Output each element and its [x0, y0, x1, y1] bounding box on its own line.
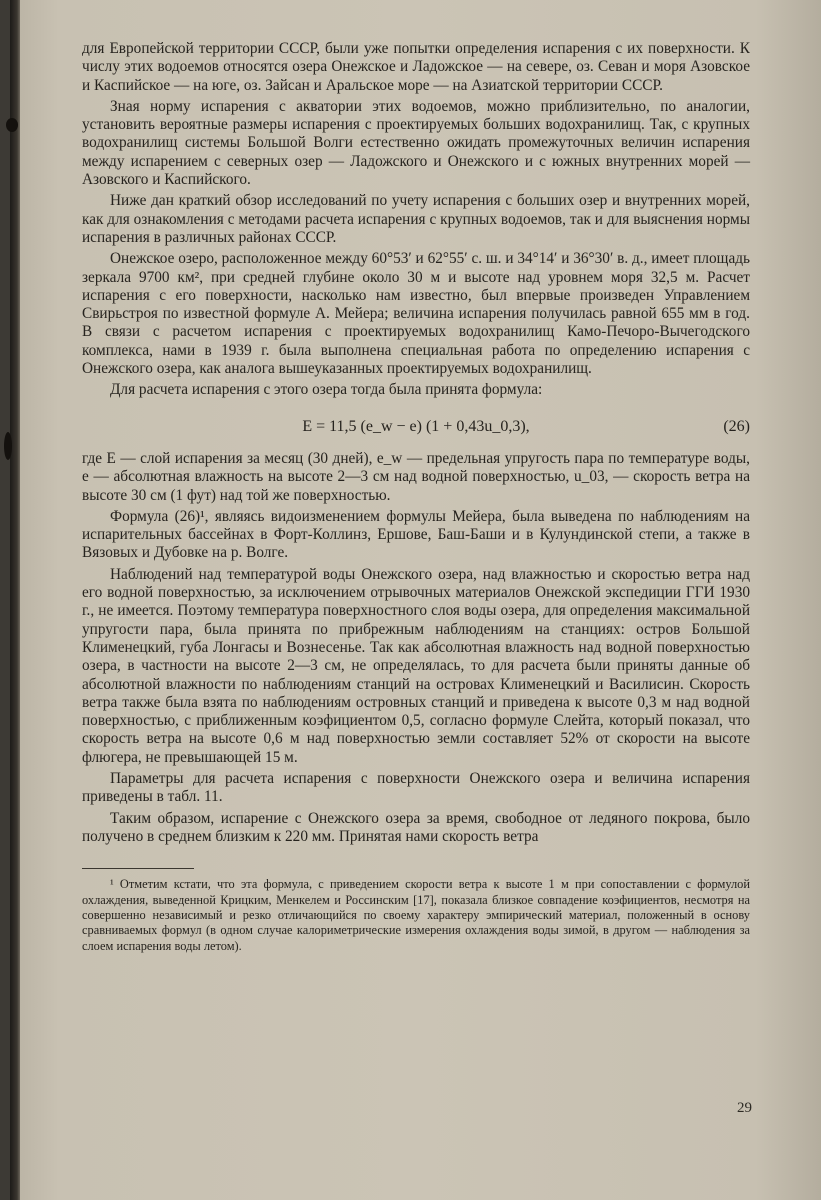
footnote: ¹ Отметим кстати, что эта формула, с приведением скорости ветра к высоте 1 м при сопоставлении с формулой охлаждения, выведенной Крицким, Менкелем и Россинским [17], показала близкое совпадение коэфициентов, несмотря на совершенно независимый и резко отличающийся по своему характеру эмпирический материал, положенный в основу сравниваемых формул (в одном случае калориметрические измерения охлаждения воды зимой, в другом — наблюдения за слоем испарения воды летом). — [82, 877, 750, 953]
ink-blot-mark — [4, 432, 12, 460]
book-spine-shadow — [10, 0, 20, 1200]
paragraph: для Европейской территории СССР, были уже попытки определения испарения с их поверхности. К числу этих водоемов относятся озера Онежское и Ладожское — на севере, оз. Севан и моря Азовское и Каспийское — на юге, оз. Зайсан и Аральское море — на Азиатской территории СССР. — [82, 40, 750, 94]
page-number: 29 — [737, 1100, 752, 1116]
paragraph: Наблюдений над температурой воды Онежского озера, над влажностью и скоростью ветра над его водной поверхностью, за исключением отрывочных материалов Онежской экспедиции ГГИ 1930 г., не имеется. Поэтому температура поверхностного слоя воды озера, для определения максимальной упругости пара, была принята по прибрежным наблюдениям на станциях: остров Большой Клименецкий, губа Лонгасы и Вознесенье. Так как абсолютная влажность над водной поверхностью озера, в частности на высоте 2—3 см, не определялась, то для расчета были приняты данные об абсолютной влажности по наблюдениям станций на островах Клименецкий и Василисин. Скорость ветра также была взята по наблюдениям островных станций и приведена к высоте 0,3 м над водной поверхностью, с приближенным коэфициентом 0,5, согласно формуле Слейта, который показал, что скорость ветра на высоте 0,6 м над поверхностью земли составляет 52% от скорости на высоте флюгера, не превышающей 15 м. — [82, 565, 750, 766]
book-page — [10, 0, 821, 1200]
formula-number: (26) — [723, 417, 750, 435]
formula-block — [82, 418, 750, 436]
formula-text: E = 11,5 (e_w − e) (1 + 0,43u_0,3), — [302, 417, 530, 435]
paragraph: Ниже дан краткий обзор исследований по учету испарения с больших озер и внутренних морей, как для ознакомления с методами расчета испарения с крупных водоемов, так и для выяснения нормы испарения в различных районах СССР. — [82, 192, 750, 246]
paragraph: Онежское озеро, расположенное между 60°53′ и 62°55′ с. ш. и 34°14′ и 36°30′ в. д., имеет площадь зеркала 9700 км², при средней глубине около 30 м и высоте над уровнем моря 32,5 м. Расчет испарения с его поверхности, насколько нам известно, был впервые произведен Управлением Свирьстроя по известной формуле А. Мейера; величина испарения получилась равной 655 мм в год. В связи с расчетом испарения с проектируемых водохранилищ Камо-Печоро-Вычегодского комплекса, нами в 1939 г. была выполнена специальная работа по определению испарения с Онежского озера, как аналога вышеуказанных проектируемых водохранилищ. — [82, 250, 750, 378]
paragraph: Формула (26)¹, являясь видоизменением формулы Мейера, была выведена по наблюдениям на испарительных бассейнах в Форт-Коллинз, Ершове, Баш-Баши и в Кулундинской степи, а также в Вязовых и Дубовке на р. Волге. — [82, 507, 750, 562]
footnote-divider — [82, 868, 194, 869]
ink-blot-mark — [6, 118, 18, 132]
paragraph: где E — слой испарения за месяц (30 дней), e_w — предельная упругость пара по температуре воды, e — абсолютная влажность на высоте 2—3 см над водной поверхностью, u_03, — скорость ветра на высоте 30 см (1 фут) над той же поверхностью. — [82, 449, 750, 504]
paragraph: Таким образом, испарение с Онежского озера за время, свободное от ледяного покрова, было получено в среднем близким к 220 мм. Принятая нами скорость ветра — [82, 809, 750, 845]
paragraph: Параметры для расчета испарения с поверхности Онежского озера и величина испарения приведены в табл. 11. — [82, 769, 750, 806]
paragraph: Зная норму испарения с акватории этих водоемов, можно приблизительно, по аналогии, установить вероятные размеры испарения с проектируемых больших водохранилищ. Так, с крупных водохранилищ системы Большой Волги естественно ожидать промежуточных величин испарения между испарением с северных озер — Ладожского и Онежского и с южных внутренних морей — Азовского и Каспийского. — [82, 97, 750, 189]
page-text — [82, 40, 750, 957]
paragraph: Для расчета испарения с этого озера тогда была принята формула: — [110, 381, 543, 399]
